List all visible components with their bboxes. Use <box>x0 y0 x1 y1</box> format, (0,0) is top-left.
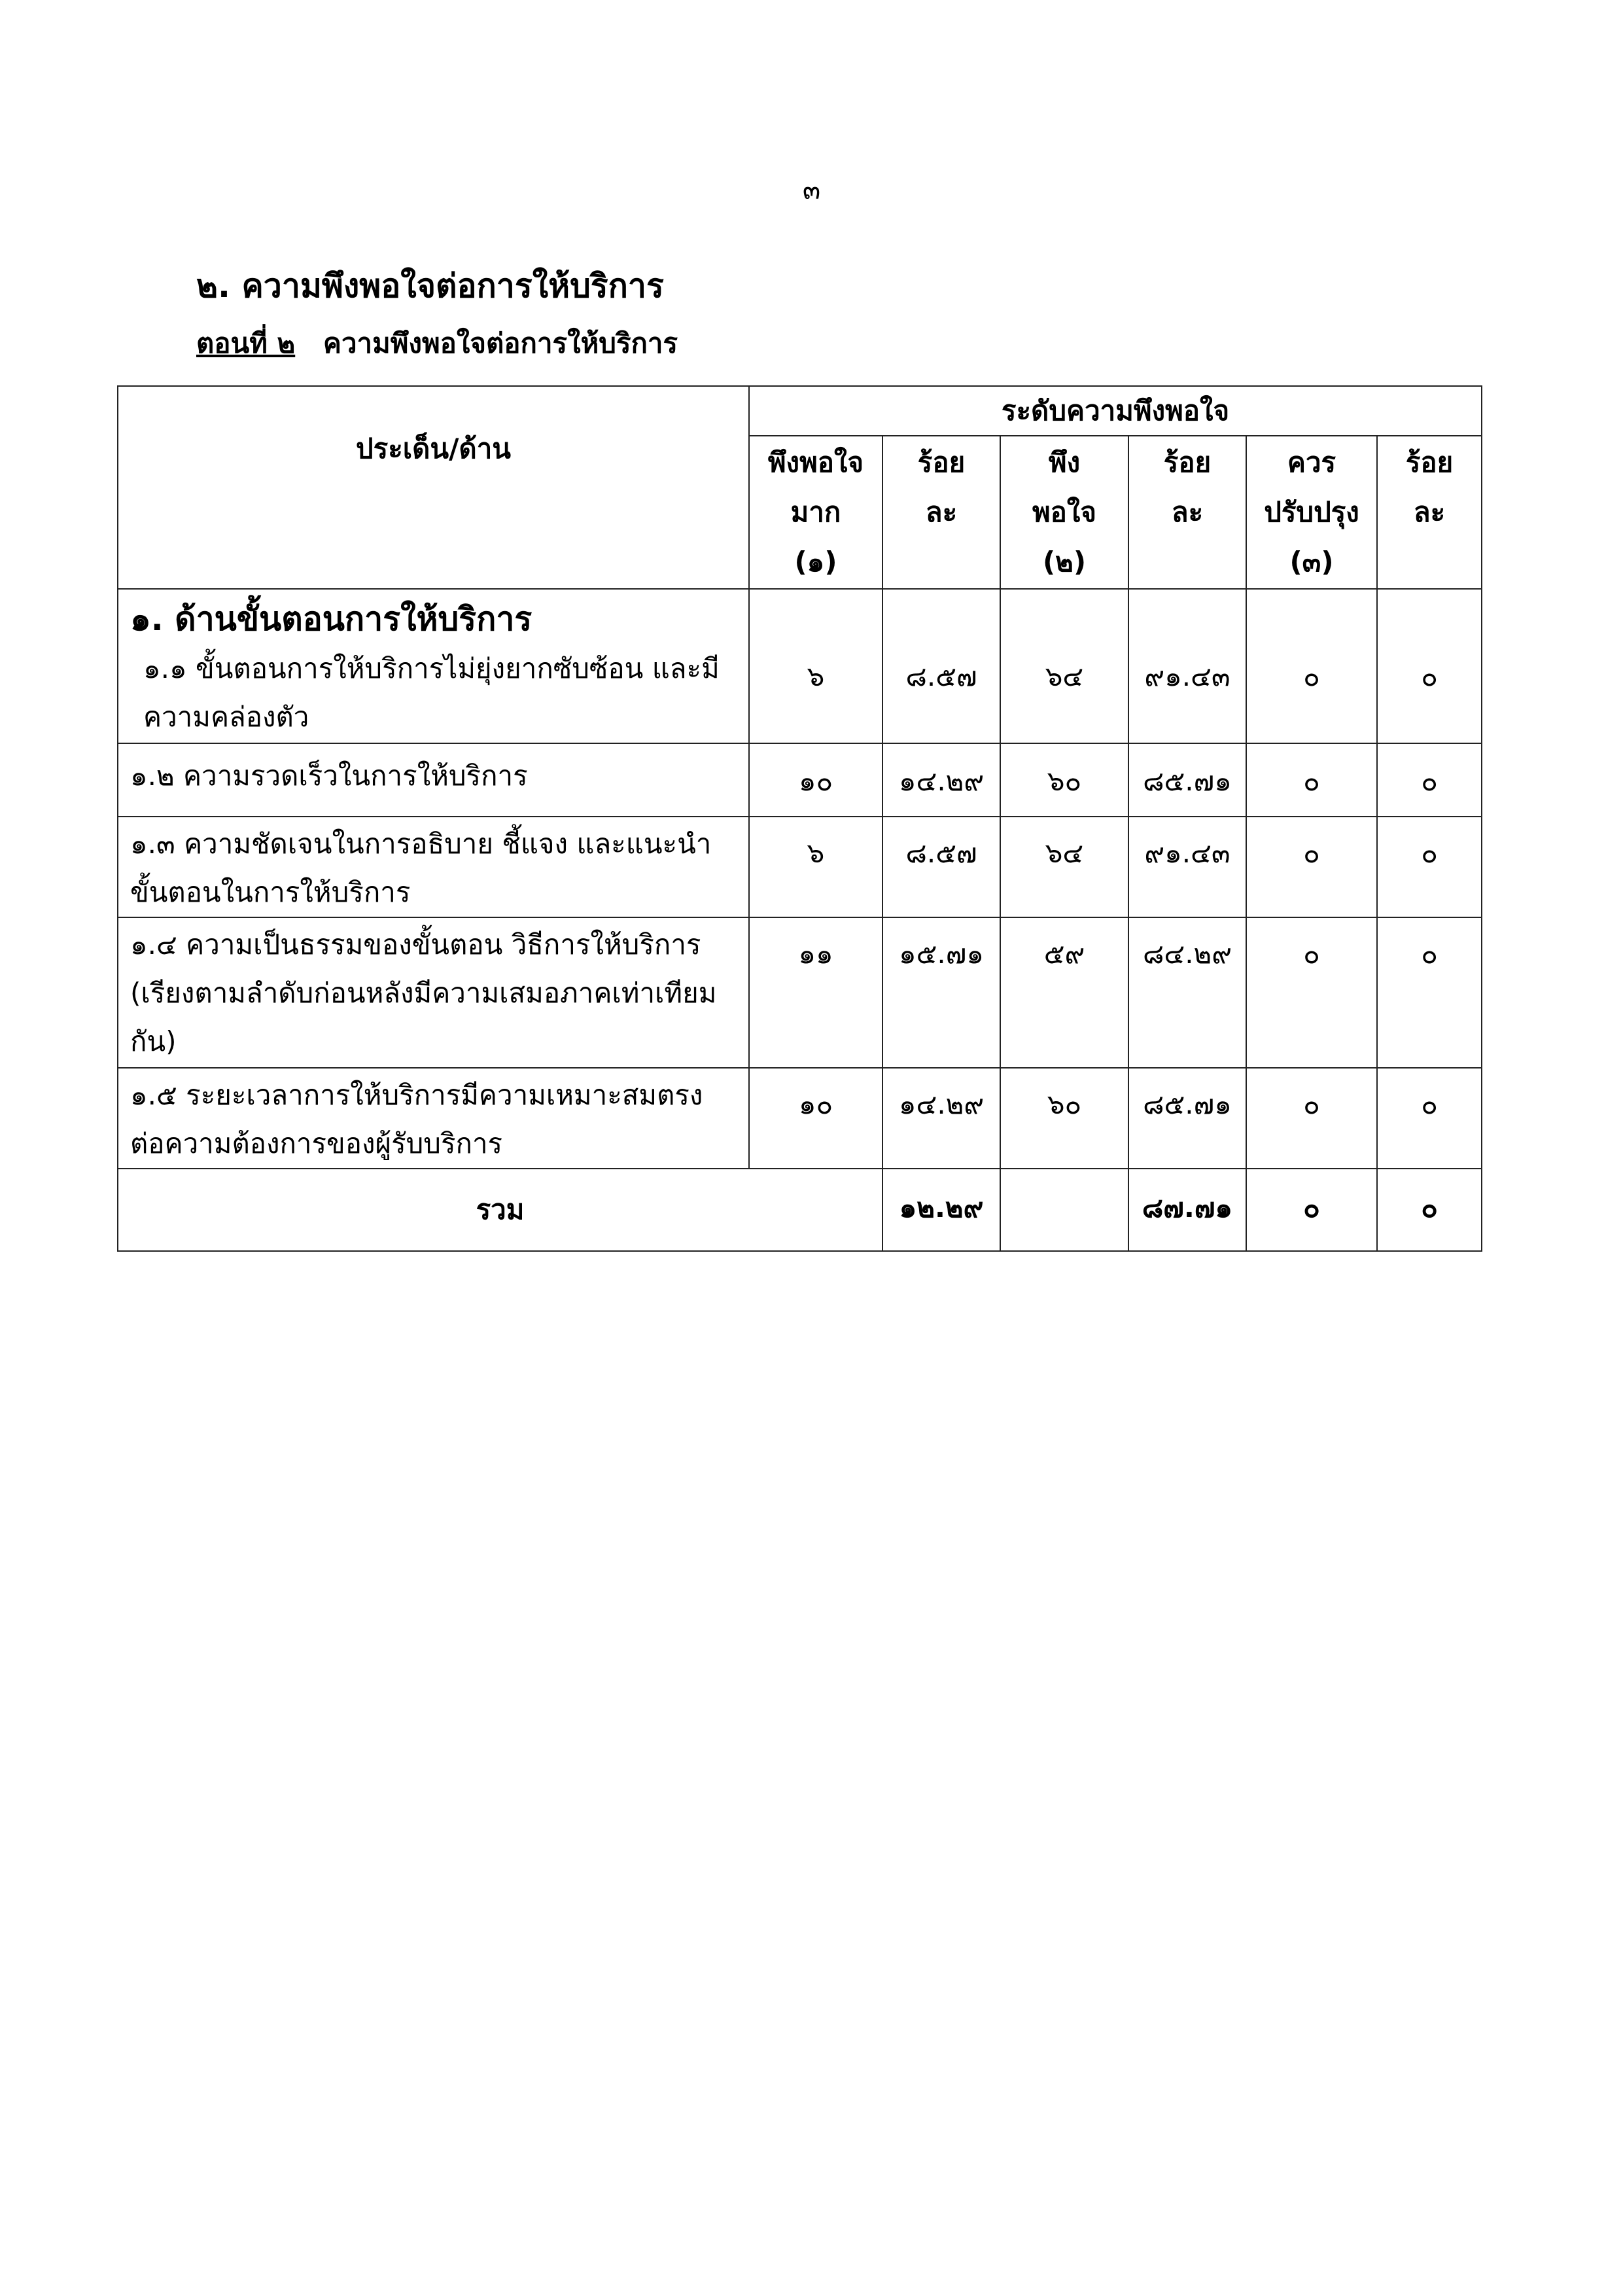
cell-value: ๘๕.๗๑ <box>1128 743 1246 817</box>
column-header-very-satisfied: พึงพอใจ มาก (๑) <box>749 436 882 589</box>
cell-value: ๐ <box>1246 817 1377 917</box>
total-value: ๐ <box>1246 1169 1377 1251</box>
cell-value: ๐ <box>1246 1068 1377 1169</box>
cell-value: ๖ <box>749 817 882 917</box>
column-header-satisfied: พึง พอใจ (๒) <box>1000 436 1128 589</box>
table-row <box>118 817 1482 917</box>
cell-value: ๐ <box>1377 743 1482 817</box>
cell-value: ๐ <box>1246 743 1377 817</box>
row-topic <box>118 1068 749 1169</box>
cell-value: ๙๑.๔๓ <box>1128 589 1246 743</box>
cell-value: ๐ <box>1246 917 1377 1068</box>
part-heading <box>196 322 678 365</box>
cell-value: ๐ <box>1377 817 1482 917</box>
satisfaction-level-header: ระดับความพึงพอใจ <box>749 386 1482 436</box>
cell-value: ๑๕.๗๑ <box>882 917 1000 1068</box>
cell-value: ๐ <box>1246 589 1377 743</box>
cell-value: ๖๔ <box>1000 817 1128 917</box>
total-row <box>118 1169 1482 1251</box>
part-title: ความพึงพอใจต่อการให้บริการ <box>323 327 678 359</box>
total-value: ๐ <box>1377 1169 1482 1251</box>
row-label: ๑.๑ ขั้นตอนการให้บริการไม่ยุ่งยากซับซ้อน และมีความคล่องตัว <box>143 652 720 733</box>
total-label: รวม <box>118 1169 882 1251</box>
cell-value: ๑๑ <box>749 917 882 1068</box>
table-row <box>118 1068 1482 1169</box>
total-value <box>1000 1169 1128 1251</box>
cell-value: ๘๔.๒๙ <box>1128 917 1246 1068</box>
cell-value: ๘๕.๗๑ <box>1128 1068 1246 1169</box>
cell-value: ๘.๕๗ <box>882 589 1000 743</box>
part-label: ตอนที่ ๒ <box>196 327 296 359</box>
cell-value: ๑๔.๒๙ <box>882 1068 1000 1169</box>
section-heading: ๒. ความพึงพอใจต่อการให้บริการ <box>196 267 664 305</box>
table-row <box>118 589 1482 743</box>
cell-value: ๖ <box>749 589 882 743</box>
column-header-percent-1: ร้อย ละ <box>882 436 1000 589</box>
row-label: ๑.๓ ความชัดเจนในการอธิบาย ชี้แจง และแนะนำขั้นตอนในการให้บริการ <box>130 828 712 908</box>
total-value: ๘๗.๗๑ <box>1128 1169 1246 1251</box>
cell-value: ๙๑.๔๓ <box>1128 817 1246 917</box>
cell-value: ๖๐ <box>1000 743 1128 817</box>
cell-value: ๖๐ <box>1000 1068 1128 1169</box>
row-label: ๑.๕ ระยะเวลาการให้บริการมีความเหมาะสมตรงต่อความต้องการของผู้รับบริการ <box>130 1079 703 1159</box>
cell-value: ๑๔.๒๙ <box>882 743 1000 817</box>
row-topic <box>118 743 749 817</box>
topic-column-header: ประเด็น/ด้าน <box>118 386 749 589</box>
row-label: ๑.๒ ความรวดเร็วในการให้บริการ <box>130 760 528 792</box>
row-topic <box>118 589 749 743</box>
cell-value: ๐ <box>1377 589 1482 743</box>
row-label: ๑.๔ ความเป็นธรรมของขั้นตอน วิธีการให้บริการ (เรียงตามลำดับก่อนหลังมีความเสมอภาคเท่าเทียมกัน) <box>130 928 717 1057</box>
column-header-percent-2: ร้อย ละ <box>1128 436 1246 589</box>
page-number: ๓ <box>802 175 821 205</box>
column-header-needs-improvement: ควร ปรับปรุง (๓) <box>1246 436 1377 589</box>
satisfaction-table <box>117 385 1482 1252</box>
row-topic <box>118 817 749 917</box>
column-header-percent-3: ร้อย ละ <box>1377 436 1482 589</box>
cell-value: ๐ <box>1377 1068 1482 1169</box>
cell-value: ๑๐ <box>749 743 882 817</box>
category-title: ๑. ด้านขั้นตอนการให้บริการ <box>130 600 532 638</box>
row-topic <box>118 917 749 1068</box>
cell-value: ๘.๕๗ <box>882 817 1000 917</box>
total-value: ๑๒.๒๙ <box>882 1169 1000 1251</box>
table-row <box>118 743 1482 817</box>
cell-value: ๖๔ <box>1000 589 1128 743</box>
table-row <box>118 917 1482 1068</box>
cell-value: ๐ <box>1377 917 1482 1068</box>
cell-value: ๕๙ <box>1000 917 1128 1068</box>
cell-value: ๑๐ <box>749 1068 882 1169</box>
